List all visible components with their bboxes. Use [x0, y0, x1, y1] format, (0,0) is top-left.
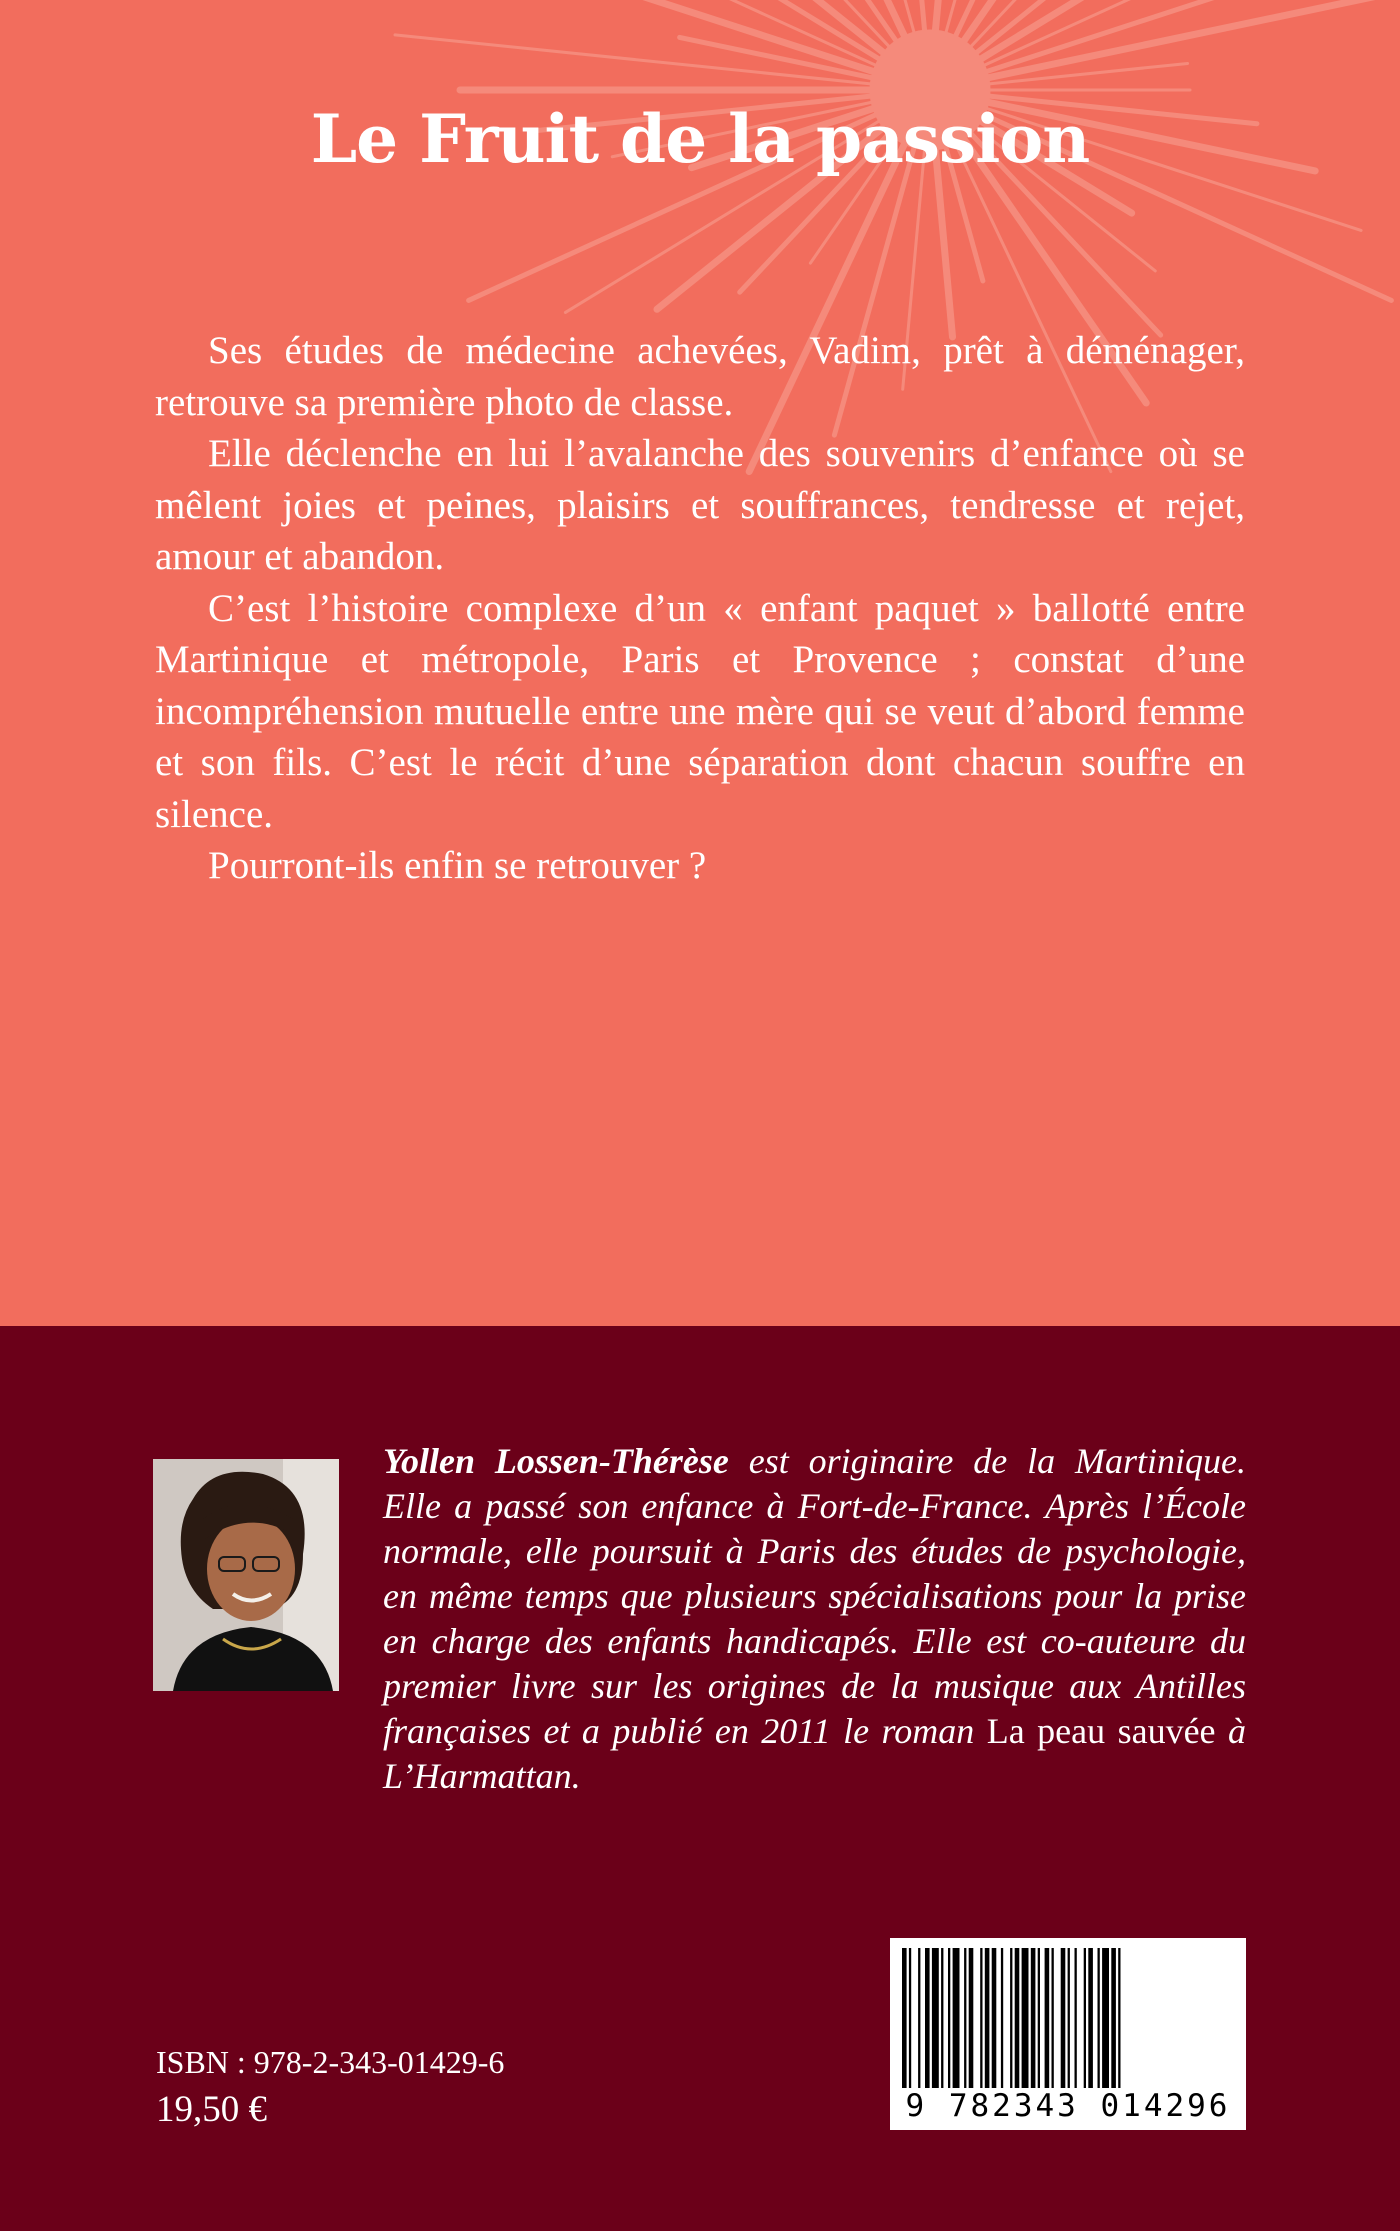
bio-text-end: à L’Harmattan. [383, 1711, 1247, 1796]
blurb-paragraph: Ses études de médecine achevées, Vadim, prêt à déménager, retrouve sa première photo de classe. [155, 329, 1245, 424]
price: 19,50 € [156, 2089, 267, 2130]
barcode-digits: 9 782343 014296 [905, 2088, 1231, 2124]
author-bio [383, 1439, 1246, 1799]
isbn: ISBN : 978-2-343-01429-6 [156, 2044, 505, 2080]
cover-bottom-panel [0, 1326, 1400, 2231]
blurb-paragraph: C’est l’histoire complexe d’un « enfant paquet » ballotté entre Martinique et métropole, Paris et Provence ; constat d’une incompréhension mutuelle entre une mère qui se veut d’abord femme et son fils. C’est le récit d’une séparation dont chacun souffre en silence. [155, 586, 1245, 836]
novel-title: La peau sauvée [986, 1711, 1216, 1751]
book-title: Le Fruit de la passion [310, 100, 1090, 178]
blurb-text [155, 325, 1245, 892]
blurb-paragraph: Pourront-ils enfin se retrouver ? [208, 844, 707, 887]
barcode [890, 1938, 1246, 2130]
author-name: Yollen Lossen-Thérèse [383, 1441, 729, 1481]
blurb-paragraph: Elle déclenche en lui l’avalanche des souvenirs d’enfance où se mêlent joies et peines, plaisirs et souffrances, tendresse et rejet, amour et abandon. [155, 432, 1245, 578]
bio-text: est originaire de la Martinique. Elle a passé son enfance à Fort-de-France. Après l’École normale, elle poursuit à Paris des études de psychologie, en même temps que plusieurs spécialisations pour la prise en charge des enfants handicapés. Elle est co-auteure du premier livre sur les origines de la musique aux Antilles françaises et a publié en 2011 le roman [383, 1441, 1247, 1751]
author-photo [153, 1459, 339, 1691]
